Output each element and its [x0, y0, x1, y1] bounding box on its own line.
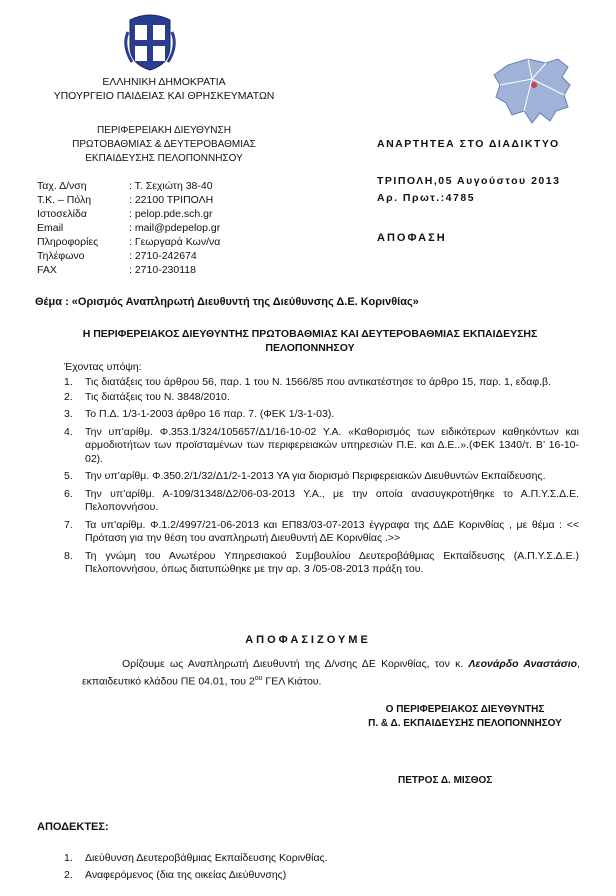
place-date: ΤΡΙΠΟΛΗ,05 Αυγούστου 2013 [377, 175, 561, 187]
list-item: 2. Τις διατάξεις του Ν. 3848/2010. [64, 390, 230, 403]
greek-coat-of-arms-icon [120, 12, 180, 72]
contact-label: Email [37, 222, 64, 234]
appointee-name: Λεονάρδο Αναστάσιο [468, 658, 578, 670]
contact-value[interactable]: : pelop.pde.sch.gr [129, 208, 213, 220]
contact-label: Πληροφορίες [37, 236, 99, 248]
contact-value: : Τ. Σεχιώτη 38-40 [129, 180, 213, 192]
contact-value[interactable]: : mail@pdepelop.gr [129, 222, 221, 234]
list-item: 4. Την υπ’αρίθμ. Φ.353.1/324/105657/Δ1/16-10-02 Υ.Α. «Καθορισμός των ειδικότερων καθηκόντων και αρμοδιοτήτων των προϊσταμένων των περιφερειακών υπηρεσιών Π.Ε. και Δ.Ε..».(ΦΕΚ 1340/τ. Β’ 16-10-02). [64, 425, 579, 465]
decision-heading: ΑΠΟΦΑΣΙΖΟΥΜΕ [245, 634, 371, 646]
publish-notice: ΑΝΑΡΤΗΤΕΑ ΣΤΟ ΔΙΑΔΙΚΤΥΟ [377, 138, 560, 150]
contact-value: : 2710-230118 [129, 264, 196, 276]
contact-label: Ιστοσελίδα [37, 208, 87, 220]
signature-title-2: Π. & Δ. ΕΚΠΑΙΔΕΥΣΗΣ ΠΕΛΟΠΟΝΝΗΣΟΥ [368, 718, 562, 729]
signatory-name: ΠΕΤΡΟΣ Δ. ΜΙΣΘΟΣ [398, 775, 493, 786]
list-item: 7. Τα υπ’αρίθμ. Φ.1.2/4997/21-06-2013 και ΕΠ83/03-07-2013 έγγραφα της ΔΔΕ Κορινθίας , με θέμα : << Πρόταση για την θέση του αναπληρωτή Διευθυντή ΔΕ Κορινθίας .>> [64, 518, 579, 544]
protocol-number: Αρ. Πρωτ.:4785 [377, 192, 476, 204]
list-item: 2. Αναφερόμενος (δια της οικείας Διεύθυνσης) [64, 868, 287, 881]
considerations-list [64, 376, 579, 577]
contact-label: Τηλέφωνο [37, 250, 85, 262]
header-directorate-1: ΠΕΡΙΦΕΡΕΙΑΚΗ ΔΙΕΥΘΥΝΣΗ [97, 125, 231, 136]
signature-title-1: Ο ΠΕΡΙΦΕΡΕΙΑΚΟΣ ΔΙΕΥΘΥΝΤΗΣ [385, 704, 545, 715]
recipients-list [64, 852, 579, 882]
header-ministry: ΥΠΟΥΡΓΕΙΟ ΠΑΙΔΕΙΑΣ ΚΑΙ ΘΡΗΣΚΕΥΜΑΤΩΝ [53, 90, 275, 102]
list-item: 3. Το Π.Δ. 1/3-1-2003 άρθρο 16 παρ. 7. (ΦΕΚ 1/3-1-03). [64, 408, 335, 420]
peloponnese-map-icon [488, 55, 580, 127]
issuing-authority: Η ΠΕΡΙΦΕΡΕΙΑΚΟΣ ΔΙΕΥΘΥΝΤΗΣ ΠΡΩΤΟΒΑΘΜΙΑΣ ΚΑΙ ΔΕΥΤΕΡΟΒΑΘΜΙΑΣ ΕΚΠΑΙΔΕΥΣΗΣ ΠΕΛΟΠΟΝΝΗΣΟΥ [82, 328, 538, 354]
contact-value: : Γεωργαρά Κων/να [129, 236, 221, 248]
list-item: 6. Την υπ’αρίθμ. Α-109/31348/Δ2/06-03-2013 Υ.Α., με την οποία ανασυγκροτήθηκε το Α.Π.Υ.Σ.Δ.Ε. Πελοποννήσου. [64, 487, 579, 513]
recipients-heading: ΑΠΟΔΕΚΤΕΣ: [37, 821, 109, 833]
contact-label: Ταχ. Δ/νση [37, 180, 87, 192]
decision-text: Ορίζουμε ως Αναπληρωτή Διευθυντή της Δ/νσης ΔΕ Κορινθίας, τον κ. Λεονάρδο Αναστάσιο, εκπαιδευτικό κλάδου ΠΕ 04.01, του $2^{o\upsilon}$ ΓΕΛ Κιάτου. [82, 658, 580, 687]
list-item: 1. Διεύθυνση Δευτεροβάθμιας Εκπαίδευσης Κορινθίας. [64, 852, 328, 864]
header-directorate-3: ΕΚΠΑΙΔΕΥΣΗΣ ΠΕΛΟΠΟΝΝΗΣΟΥ [85, 153, 243, 164]
contact-label: Τ.Κ. – Πόλη [37, 194, 92, 206]
header-directorate-2: ΠΡΩΤΟΒΑΘΜΙΑΣ & ΔΕΥΤΕΡΟΒΑΘΜΙΑΣ [72, 139, 256, 150]
contact-value: : 22100 ΤΡΙΠΟΛΗ [129, 194, 214, 206]
header-republic: ΕΛΛΗΝΙΚΗ ΔΗΜΟΚΡΑΤΙΑ [102, 76, 226, 88]
contact-value: : 2710-242674 [129, 250, 197, 262]
considerations-intro: Έχοντας υπόψη: [64, 361, 142, 373]
list-item: 8. Τη γνώμη του Ανωτέρου Υπηρεσιακού Συμβουλίου Δευτεροβάθμιας Εκπαίδευσης (Α.Π.Υ.Σ.Δ.Ε.) Πελοποννήσου, όπως διατυπώθηκε με την αρ. 3 /05-08-2013 πράξη του. [64, 549, 579, 575]
contact-label: FAX [37, 264, 57, 276]
list-item: 5. Την υπ’αρίθμ. Φ.350.2/1/32/Δ1/2-1-2013 ΥΑ για διορισμό Περιφερειακών Διευθυντών Εκπαίδευσης. [64, 470, 546, 482]
list-item: 1. Τις διατάξεις του άρθρου 56, παρ. 1 του Ν. 1566/85 που αντικατέστησε το άρθρο 15, παρ. 1, εδαφ.β. [64, 376, 551, 388]
subject-line: Θέμα : «Ορισμός Αναπληρωτή Διευθυντή της Διεύθυνσης Δ.Ε. Κορινθίας» [35, 296, 419, 308]
document-type: ΑΠΟΦΑΣΗ [377, 232, 447, 244]
